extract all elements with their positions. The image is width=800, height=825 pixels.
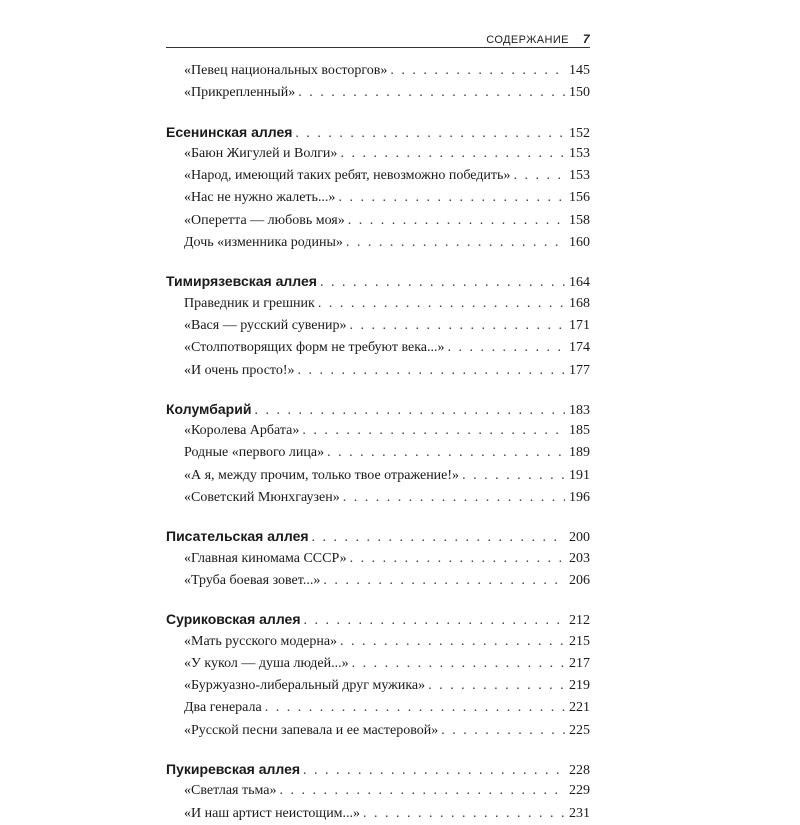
toc-entry (166, 675, 590, 697)
entry-page-number: 225 (569, 722, 590, 738)
entry-title: «Баюн Жигулей и Волги» (184, 145, 338, 161)
toc-entry (166, 780, 590, 802)
entry-page-number: 191 (569, 467, 590, 483)
dot-leader (350, 315, 566, 337)
entry-title: «У кукол — душа людей...» (184, 655, 349, 671)
dot-leader (303, 760, 565, 782)
entry-page-number: 215 (569, 633, 590, 649)
dot-leader (302, 420, 565, 442)
entry-title: «А я, между прочим, только твое отражение!» (184, 467, 460, 483)
toc-section-heading (166, 758, 590, 780)
entry-title: «Главная киномама СССР» (184, 550, 347, 566)
dot-leader (346, 232, 565, 254)
dot-leader (348, 210, 565, 232)
dot-leader (298, 360, 565, 382)
toc-entry (166, 82, 590, 104)
dot-leader (295, 123, 565, 145)
toc-entry (166, 697, 590, 719)
entry-page-number: 196 (569, 490, 590, 506)
toc-entry (166, 720, 590, 742)
toc-section (166, 758, 590, 825)
dot-leader (340, 631, 565, 653)
entry-page-number: 185 (569, 423, 590, 439)
entry-page-number: 153 (569, 145, 590, 161)
entry-page-number: 183 (569, 402, 590, 418)
toc-section (166, 608, 590, 742)
entry-title: «Мать русского модерна» (184, 633, 338, 649)
toc-entry (166, 187, 590, 209)
entry-title: Колумбарий (166, 400, 252, 417)
toc-entry (166, 360, 590, 382)
dot-leader (298, 82, 565, 104)
entry-page-number: 229 (569, 783, 590, 799)
entry-title: «Вася — русский сувенир» (184, 317, 347, 333)
dot-leader (303, 610, 565, 632)
toc-entry (166, 548, 590, 570)
entry-page-number: 221 (569, 700, 590, 716)
entry-page-number: 152 (569, 125, 590, 141)
entry-page-number: 189 (569, 445, 590, 461)
entry-title: «Нас не нужно жалеть...» (184, 190, 336, 206)
toc-entry (166, 60, 590, 82)
entry-page-number: 145 (569, 63, 590, 78)
entry-title: Писательская аллея (166, 528, 309, 545)
entry-page-number: 228 (569, 763, 590, 779)
entry-title: Родные «первого лица» (184, 445, 325, 461)
entry-page-number: 158 (569, 212, 590, 228)
entry-title: «Русской песни запевала и ее мастеровой» (184, 722, 439, 738)
toc-section (166, 525, 590, 592)
entry-page-number: 156 (569, 190, 590, 206)
entry-title: «Столпотворящих форм не требуют века...» (184, 340, 445, 356)
entry-title: «Советский Мюнхгаузен» (184, 490, 340, 506)
toc-entry (166, 420, 590, 442)
dot-leader (312, 527, 565, 549)
table-of-contents (166, 60, 590, 825)
toc-entry (166, 465, 590, 487)
entry-page-number: 164 (569, 275, 590, 291)
toc-entry (166, 293, 590, 315)
dot-leader (323, 570, 565, 592)
toc-entry (166, 165, 590, 187)
entry-title: Праведник и грешник (184, 295, 315, 311)
entry-title: Есенинская аллея (166, 123, 293, 140)
dot-leader (441, 720, 565, 742)
toc-section-heading (166, 608, 590, 630)
entry-title: Суриковская аллея (166, 611, 301, 628)
dot-leader (318, 293, 565, 315)
entry-page-number: 168 (569, 295, 590, 311)
toc-section-heading (166, 398, 590, 420)
toc-entry (166, 210, 590, 232)
dot-leader (462, 465, 565, 487)
dot-leader (350, 548, 565, 570)
toc-entry (166, 315, 590, 337)
entry-page-number: 200 (569, 530, 590, 546)
dot-leader (352, 653, 565, 675)
entry-title: «И очень просто!» (184, 362, 295, 378)
entry-page-number: 174 (569, 340, 590, 356)
toc-section-heading (166, 525, 590, 547)
dot-leader (338, 187, 565, 209)
running-head (166, 32, 590, 48)
entry-title: «Прикрепленный» (184, 85, 296, 101)
entry-page-number: 203 (569, 550, 590, 566)
toc-section (166, 121, 590, 255)
toc-section (166, 398, 590, 509)
toc-section (166, 270, 590, 381)
header-rule (166, 47, 590, 48)
entry-title: «И наш артист неистощим...» (184, 805, 361, 821)
toc-entry (166, 232, 590, 254)
entry-title: «Светлая тьма» (184, 783, 277, 799)
toc-entry (166, 653, 590, 675)
dot-leader (320, 272, 565, 294)
toc-entry (166, 143, 590, 165)
entry-title: «Народ, имеющий таких ребят, невозможно победить» (184, 168, 511, 184)
entry-title: «Буржуазно-либеральный друг мужика» (184, 678, 426, 694)
entry-title: «Оперетта — любовь моя» (184, 212, 345, 228)
toc-entry (166, 631, 590, 653)
dot-leader (343, 487, 565, 509)
entry-page-number: 219 (569, 678, 590, 694)
entry-title: Два генерала (184, 700, 262, 716)
dot-leader (363, 803, 565, 825)
entry-title: «Королева Арбата» (184, 423, 300, 439)
toc-entry (166, 570, 590, 592)
toc-section-heading (166, 270, 590, 292)
toc-entry (166, 337, 590, 359)
entry-title: Пукиревская аллея (166, 761, 301, 778)
entry-title: Тимирязевская аллея (166, 273, 317, 290)
running-head-title: СОДЕРЖАНИЕ (486, 34, 569, 46)
entry-page-number: 212 (569, 613, 590, 629)
entry-page-number: 160 (569, 235, 590, 251)
toc-section (166, 60, 590, 105)
entry-page-number: 231 (569, 805, 590, 821)
entry-page-number: 153 (569, 168, 590, 184)
entry-page-number: 177 (569, 362, 590, 378)
dot-leader (254, 400, 565, 422)
toc-entry (166, 442, 590, 464)
page-number: 7 (582, 32, 590, 46)
dot-leader (327, 442, 565, 464)
toc-section-heading (166, 121, 590, 143)
dot-leader (428, 675, 565, 697)
entry-page-number: 206 (569, 572, 590, 588)
dot-leader (513, 165, 565, 187)
entry-page-number: 171 (569, 317, 590, 333)
dot-leader (265, 697, 565, 719)
dot-leader (390, 60, 565, 82)
entry-page-number: 150 (569, 85, 590, 101)
entry-title: «Певец национальных восторгов» (184, 63, 388, 78)
toc-entry (166, 803, 590, 825)
entry-title: «Труба боевая зовет...» (184, 572, 321, 588)
dot-leader (279, 780, 565, 802)
dot-leader (448, 337, 566, 359)
entry-page-number: 217 (569, 655, 590, 671)
toc-entry (166, 487, 590, 509)
entry-title: Дочь «изменника родины» (184, 235, 343, 251)
dot-leader (340, 143, 565, 165)
